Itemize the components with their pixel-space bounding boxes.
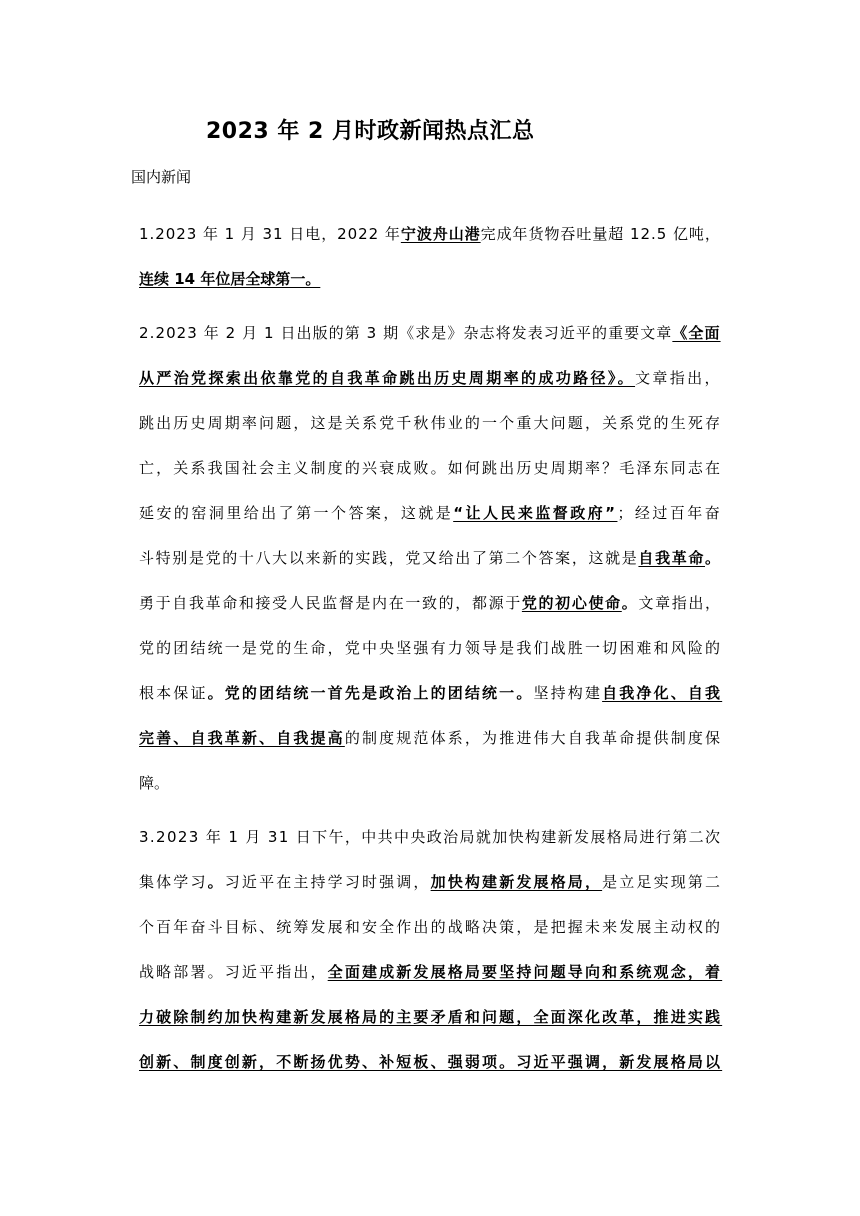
underlined-text: “让人民来监督政府” xyxy=(453,504,618,522)
text-run: 坚持构建 xyxy=(533,684,603,702)
text-run: 的制度规范体系，为推进伟大自我革命提供制度保 xyxy=(344,729,723,747)
text-line xyxy=(139,322,721,343)
text-run: 文章指出， xyxy=(638,594,722,612)
text-line xyxy=(139,826,721,847)
underlined-text: 从严治党探索出依靠党的自我革命跳出历史周期率的成功路径》。 xyxy=(139,369,636,387)
text-run: 根本保证 xyxy=(139,684,208,702)
text-run: 完成年货物吞吐量超 12.5 亿吨， xyxy=(480,225,721,243)
text-line xyxy=(139,1006,722,1027)
bold-text: 。党的团结统一首先是政治上的团结统一。 xyxy=(207,684,534,702)
text-line xyxy=(139,961,722,982)
text-line xyxy=(139,637,722,658)
underlined-text: 《全面 xyxy=(672,324,721,342)
bold-text: 。 xyxy=(705,549,722,567)
text-run: 党的团结统一是党的生命，党中央坚强有力领导是我们战胜一切困难和风险的 xyxy=(139,639,723,657)
text-run: ；经过百年奋 xyxy=(617,504,723,522)
bold-text: 。 xyxy=(621,594,639,612)
underlined-text: 力破除制约加快构建新发展格局的主要矛盾和问题，全面深化改革，推进实践 xyxy=(139,1008,723,1026)
document-title: 2023 年 2 月时政新闻热点汇总 xyxy=(206,119,535,144)
section-heading: 国内新闻 xyxy=(131,168,192,186)
text-run: 斗特别是党的十八大以来新的实践，党又给出了第二个答案，这就是 xyxy=(139,549,639,567)
underlined-text: 完善、自我革新、自我提高 xyxy=(139,729,345,747)
text-line xyxy=(139,547,722,568)
text-line xyxy=(139,772,169,793)
text-run: 延安的窑洞里给出了第一个答案，这就是 xyxy=(139,504,454,522)
text-run: 战略部署。习近平指出， xyxy=(139,963,328,981)
text-run: 3.2023 年 1 月 31 日下午，中共中央政治局就加快构建新发展格局进行第二次 xyxy=(139,828,722,846)
text-run: 2.2023 年 2 月 1 日出版的第 3 期《求是》杂志将发表习近平的重要文章 xyxy=(139,324,673,342)
underlined-text: 党的初心使命 xyxy=(521,594,622,612)
text-line xyxy=(139,457,722,478)
text-line xyxy=(139,871,722,892)
text-run: 障。 xyxy=(139,774,170,792)
text-line xyxy=(139,412,722,433)
text-run: 1.2023 年 1 月 31 日电，2022 年 xyxy=(139,225,401,243)
underlined-text: 自我革命 xyxy=(638,549,706,567)
text-run: 集体学习 xyxy=(139,873,208,891)
text-run: 文章指出， xyxy=(635,369,722,387)
text-line xyxy=(139,268,320,289)
text-run: 亡，关系我国社会主义制度的兴衰成败。如何跳出历史周期率？毛泽东同志在 xyxy=(139,459,723,477)
text-line xyxy=(139,1051,722,1072)
text-run: 勇于自我革命和接受人民监督是内在一致的，都源于 xyxy=(139,594,522,612)
text-line xyxy=(139,592,722,613)
text-run: 个百年奋斗目标、统筹发展和安全作出的战略决策，是把握未来发展主动权的 xyxy=(139,918,723,936)
text-run: 习近平在主持学习时强调， xyxy=(224,873,431,891)
underlined-text: 全面建成新发展格局要坚持问题导向和系统观念，着 xyxy=(327,963,723,981)
text-line xyxy=(139,727,722,748)
text-line xyxy=(139,916,722,937)
underlined-text: 创新、制度创新，不断扬优势、补短板、强弱项。习近平强调，新发展格局以 xyxy=(139,1053,723,1071)
text-run: 是立足实现第二 xyxy=(602,873,723,891)
underlined-text: 自我净化、自我 xyxy=(602,684,723,702)
underlined-text: 加快构建新发展格局， xyxy=(430,873,603,891)
underlined-text: 连续 14 年位居全球第一。 xyxy=(139,270,321,288)
underlined-text: 宁波舟山港 xyxy=(400,225,481,243)
text-line xyxy=(139,502,722,523)
text-run: 跳出历史周期率问题，这是关系党千秋伟业的一个重大问题，关系党的生死存 xyxy=(139,414,723,432)
text-line xyxy=(139,367,722,388)
text-line xyxy=(139,682,722,703)
text-line xyxy=(139,223,721,244)
bold-text: 。 xyxy=(207,873,225,891)
